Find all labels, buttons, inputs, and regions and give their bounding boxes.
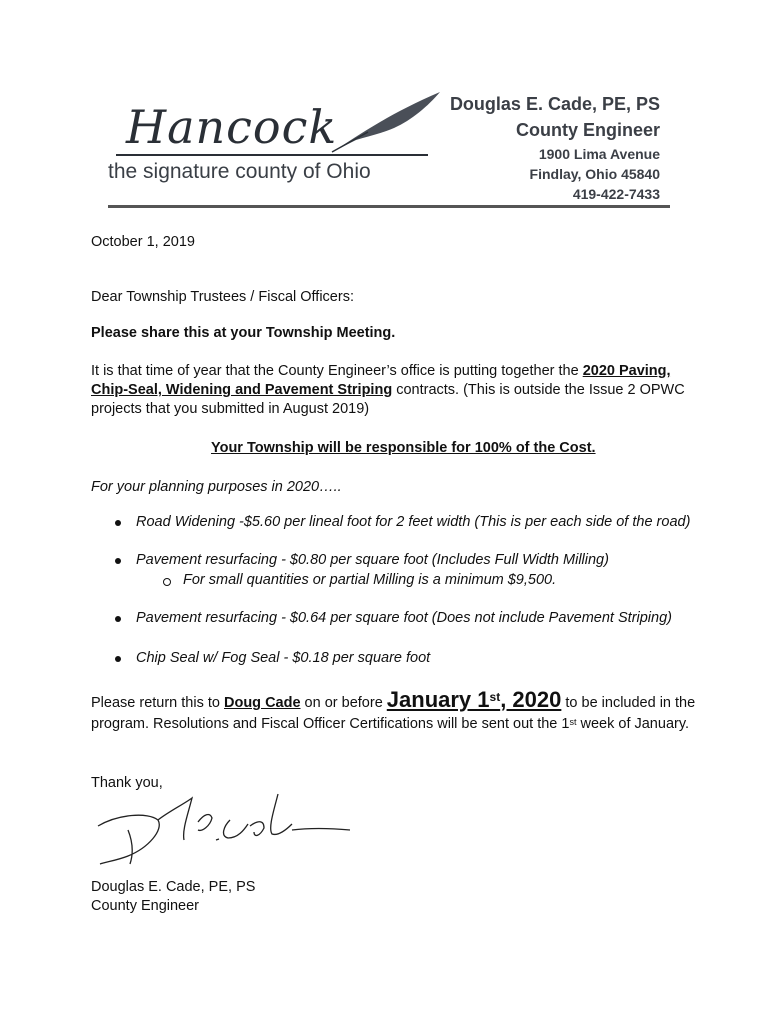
logo-tagline: the signature county of Ohio	[108, 160, 371, 183]
salutation: Dear Township Trustees / Fiscal Officers:	[91, 289, 354, 305]
return-paragraph	[91, 687, 731, 734]
list-item	[136, 552, 609, 568]
quill-icon	[328, 88, 448, 158]
deadline-year: , 2020	[500, 687, 562, 712]
county-logo	[108, 88, 438, 198]
header-rule	[108, 205, 670, 208]
bullet-icon	[115, 616, 121, 622]
bullet-icon	[115, 558, 121, 564]
contracts-link-1: 2020 Paving,	[582, 363, 671, 379]
return-sup: st	[569, 717, 577, 727]
contact-name: Doug Cade	[224, 695, 301, 711]
header-title: County Engineer	[515, 120, 660, 140]
item-text: Pavement resurfacing - $0.64 per square foot (Does not include Pavement Striping)	[136, 610, 672, 626]
signature-title: County Engineer	[91, 898, 200, 914]
header-name: Douglas E. Cade, PE, PS	[449, 94, 660, 114]
list-item	[136, 514, 690, 530]
deadline-sup: st	[489, 690, 501, 704]
closing: Thank you,	[91, 775, 163, 791]
return-text: Please return this to	[91, 695, 224, 711]
header-address1: 1900 Lima Avenue	[538, 146, 660, 162]
return-text-4: program. Resolutions and Fiscal Officer Certifications will be sent out the 1	[91, 716, 570, 732]
list-subitem	[183, 572, 556, 588]
item-text: Road Widening -$5.60 per lineal foot for 2 feet width (This is per each side of the road)	[136, 514, 691, 530]
logo-underline	[116, 154, 428, 156]
intro-text-3: projects that you submitted in August 2019)	[91, 401, 370, 417]
contracts-link-2: Chip-Seal, Widening and Pavement Striping	[91, 382, 393, 398]
list-item	[136, 650, 430, 666]
list-item	[136, 610, 672, 626]
return-text-5: week of January.	[576, 716, 690, 732]
bullet-icon	[115, 656, 121, 662]
intro-text-2: contracts. (This is outside the Issue 2 OPWC	[392, 382, 685, 398]
responsibility-note: Your Township will be responsible for 100% of the Cost.	[211, 440, 596, 456]
intro-text: It is that time of year that the County Engineer’s office is putting together the	[91, 363, 583, 379]
return-text-3: to be included in the	[561, 695, 696, 711]
logo-wordmark: Hancock	[126, 100, 338, 154]
item-text: Pavement resurfacing - $0.80 per square foot (Includes Full Width Milling)	[136, 552, 609, 568]
handwritten-signature	[88, 790, 358, 870]
planning-note: For your planning purposes in 2020…..	[91, 479, 342, 495]
share-note: Please share this at your Township Meeting.	[91, 325, 396, 341]
signature-name: Douglas E. Cade, PE, PS	[91, 879, 256, 895]
bullet-icon	[115, 520, 121, 526]
deadline-date	[387, 687, 562, 712]
circle-bullet-icon	[163, 578, 171, 586]
header-phone: 419-422-7433	[572, 186, 660, 202]
item-text: Chip Seal w/ Fog Seal - $0.18 per square foot	[136, 650, 431, 666]
deadline-day: January 1	[386, 687, 490, 712]
subitem-text: For small quantities or partial Milling is a minimum $9,500.	[183, 572, 557, 588]
letter-date: October 1, 2019	[91, 234, 195, 250]
intro-paragraph	[91, 362, 691, 419]
return-text-2: on or before	[300, 695, 387, 711]
header-address2: Findlay, Ohio 45840	[529, 166, 660, 182]
